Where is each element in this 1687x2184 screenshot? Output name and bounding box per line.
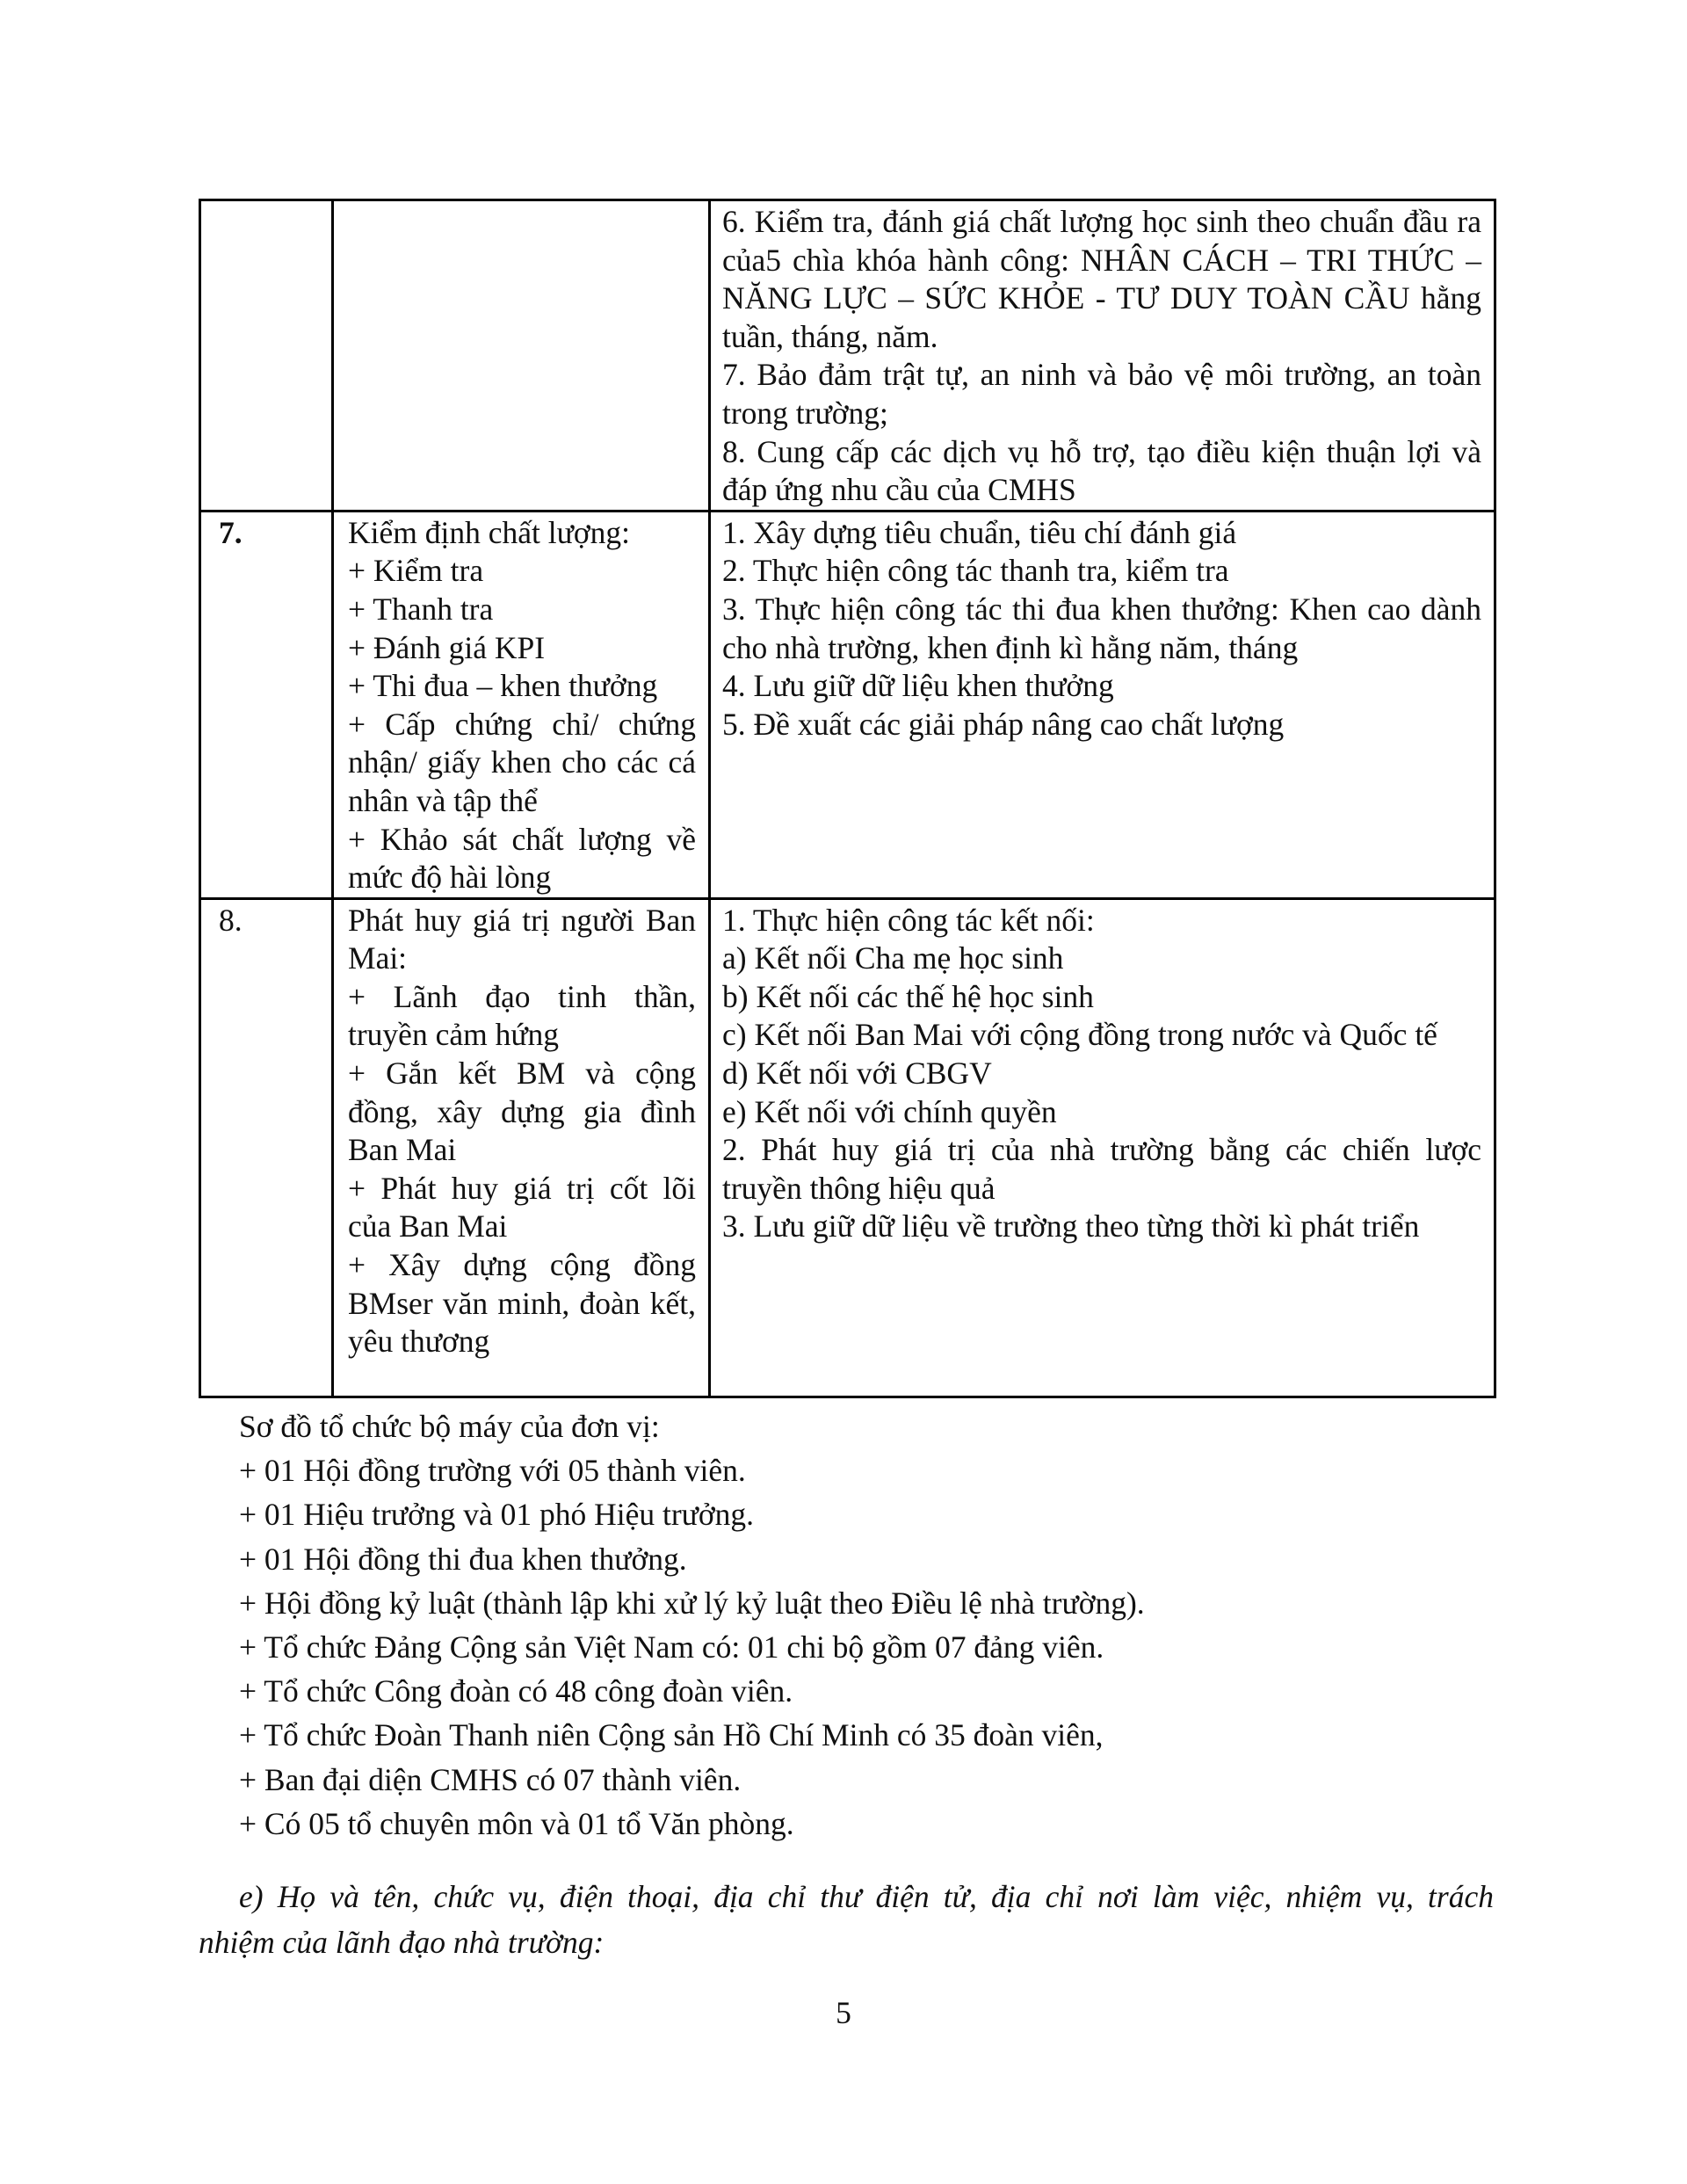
- detail-item: 3. Lưu giữ dữ liệu về trường theo từng thời kì phát triển: [722, 1208, 1420, 1244]
- table-row: [200, 898, 1495, 1397]
- section-e-heading: [199, 1874, 1494, 1965]
- org-structure-item: + Tổ chức Đảng Cộng sản Việt Nam có: 01 chi bộ gồm 07 đảng viên.: [239, 1629, 1104, 1665]
- task-subitem: + Thanh tra: [348, 591, 494, 627]
- org-structure-heading: Sơ đồ tổ chức bộ máy của đơn vị:: [239, 1409, 660, 1444]
- task-subitem: + Thi đua – khen thưởng: [348, 668, 658, 704]
- org-structure-item: + Có 05 tổ chuyên môn và 01 tổ Văn phòng.: [239, 1805, 794, 1841]
- org-structure-item: + 01 Hội đồng trường với 05 thành viên.: [239, 1453, 746, 1489]
- detail-item: 2. Thực hiện công tác thanh tra, kiểm tra: [722, 553, 1229, 589]
- org-structure-item: + Hội đồng kỷ luật (thành lập khi xử lý kỷ luật theo Điều lệ nhà trường).: [239, 1585, 1145, 1621]
- task-subitem: + Lãnh đạo tinh thần, truyền cảm hứng: [348, 978, 696, 1053]
- task-cell: [333, 200, 710, 512]
- detail-cell: [710, 511, 1495, 898]
- task-subitem: + Đánh giá KPI: [348, 629, 546, 665]
- detail-item: 1. Thực hiện công tác kết nối:: [722, 902, 1095, 938]
- detail-item: 8. Cung cấp các dịch vụ hỗ trợ, tạo điều kiện thuận lợi và đáp ứng nhu cầu của CMHS: [722, 433, 1481, 508]
- org-structure-item: + Tổ chức Công đoàn có 48 công đoàn viên.: [239, 1673, 793, 1709]
- org-structure-item: + 01 Hiệu trưởng và 01 phó Hiệu trưởng.: [239, 1497, 755, 1533]
- task-subitem: + Gắn kết BM và cộng đồng, xây dựng gia đình Ban Mai: [348, 1056, 696, 1168]
- detail-item: c) Kết nối Ban Mai với cộng đồng trong nước và Quốc tế: [722, 1017, 1437, 1053]
- detail-item: 1. Xây dựng tiêu chuẩn, tiêu chí đánh giá: [722, 514, 1237, 550]
- row-number: 8.: [219, 902, 243, 938]
- task-subitem: + Khảo sát chất lượng về mức độ hài lòng: [348, 821, 696, 896]
- detail-item: 4. Lưu giữ dữ liệu khen thưởng: [722, 668, 1114, 704]
- detail-item: a) Kết nối Cha mẹ học sinh: [722, 940, 1064, 976]
- org-structure-item: + Ban đại diện CMHS có 07 thành viên.: [239, 1761, 742, 1797]
- row-number-cell: [200, 200, 333, 512]
- task-cell: [333, 511, 710, 898]
- org-structure-item: + Tổ chức Đoàn Thanh niên Cộng sản Hồ Chí Minh có 35 đoàn viên,: [239, 1717, 1104, 1753]
- table-row: [200, 511, 1495, 898]
- detail-item: 7. Bảo đảm trật tự, an ninh và bảo vệ môi trường, an toàn trong trường;: [722, 357, 1481, 431]
- task-cell: [333, 898, 710, 1397]
- task-subitem: + Xây dựng cộng đồng BMser văn minh, đoàn kết, yêu thương: [348, 1247, 696, 1360]
- row-number-cell: [200, 898, 333, 1397]
- detail-item: b) Kết nối các thế hệ học sinh: [722, 978, 1094, 1014]
- detail-item: e) Kết nối với chính quyền: [722, 1093, 1057, 1129]
- table-row: [200, 200, 1495, 512]
- section-e-line: nhiệm của lãnh đạo nhà trường:: [199, 1925, 605, 1960]
- detail-cell: [710, 898, 1495, 1397]
- detail-item: 5. Đề xuất các giải pháp nâng cao chất lượng: [722, 706, 1285, 742]
- task-subitem: + Phát huy giá trị cốt lõi của Ban Mai: [348, 1170, 696, 1244]
- task-subitem: + Cấp chứng chỉ/ chứng nhận/ giấy khen cho các cá nhân và tập thể: [348, 706, 696, 818]
- detail-item: 6. Kiểm tra, đánh giá chất lượng học sinh theo chuẩn đầu ra của5 chìa khóa hành công: NHÂN CÁCH – TRI THỨC – NĂNG LỰC – SỨC KHỎE - TƯ DUY TOÀN CẦU hằng tuần, tháng, năm.: [722, 204, 1481, 354]
- duties-table: [199, 199, 1496, 1398]
- detail-item: 2. Phát huy giá trị của nhà trường bằng các chiến lược truyền thông hiệu quả: [722, 1132, 1481, 1206]
- detail-item: 3. Thực hiện công tác thi đua khen thưởng: Khen cao dành cho nhà trường, khen định kì hằng năm, tháng: [722, 591, 1481, 665]
- task-subitem: + Kiểm tra: [348, 553, 484, 589]
- detail-item: d) Kết nối với CBGV: [722, 1056, 992, 1092]
- org-structure-section: [239, 1404, 1487, 1846]
- section-e-line: e) Họ và tên, chức vụ, điện thoại, địa chỉ thư điện tử, địa chỉ nơi làm việc, nhiệm vụ, trách: [239, 1879, 1494, 1914]
- page-number: 5: [836, 1995, 851, 2030]
- task-title: Kiểm định chất lượng:: [348, 514, 630, 550]
- row-number: 7.: [219, 514, 243, 550]
- detail-cell: [710, 200, 1495, 512]
- task-title: Phát huy giá trị người Ban Mai:: [348, 902, 696, 976]
- org-structure-item: + 01 Hội đồng thi đua khen thưởng.: [239, 1541, 687, 1577]
- row-number-cell: [200, 511, 333, 898]
